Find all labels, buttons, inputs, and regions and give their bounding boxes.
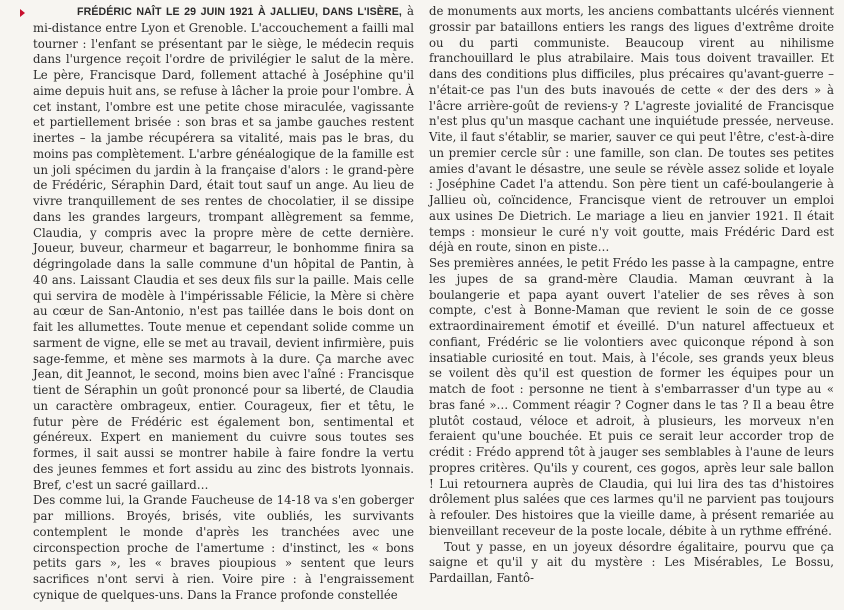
paragraph-5: Tout y passe, en un joyeux désordre égalitaire, pourvu que ça saigne et qu'il y ait du mystère : Les Misérables, Le Bossu, Pardaillan, Fantô-: [429, 539, 834, 585]
paragraph-2: Des comme lui, la Grande Faucheuse de 14-18 va s'en goberger par millions. Broyés, brisés, vite oubliés, les survivants contemplent le monde d'après les tranchées avec une circonspection proche de l'amertume : d'instinct, les « bons petits gars », les « braves pioupious » sentent que leurs sacrifices n'ont servi à rien. Voire pire : à l'engraissement cynique de quelques-uns. Dans la France profonde constellée: [33, 493, 414, 602]
red-triangle-marker-icon: [20, 9, 25, 17]
paragraph-4: Ses premières années, le petit Frédo les passe à la campagne, entre les jupes de sa grand-mère Claudia. Maman œuvrant à la boulangerie et papa ayant ouvert l'atelier de ses rêves à son compte, c'est à Bonne-Maman que revient le soin de ce gosse extraordinairement émotif et éveillé. D'un naturel affectueux et confiant, Frédéric se lie volontiers avec quiconque répond à son insatiable curiosité en tout. Mais, à l'école, ses grands yeux bleus se voilent dès qu'il est question de former les équipes pour un match de foot : personne ne tient à s'embarrasser d'un type au « bras fané »… Comment réagir ? Cogner dans le tas ? Il a beau être plutôt costaud, véloce et adroit, à plusieurs, les morveux n'en feraient qu'une bouchée. Et puis ce serait leur accorder trop de crédit : Frédo apprend tôt à jauger ses semblables à l'aune de leurs propres critères. Qu'ils y courent, ces gogos, après leur sale ballon ! Lui retournera auprès de Claudia, qui lui lira des tas d'histoires drôlement plus salées que ces larmes qu'il ne parvient pas toujours à refouler. Des histoires que la vieille dame, à présent remariée au bienveillant receveur de la poste locale, débite à un rythme effréné.: [429, 256, 834, 538]
paragraph-1: [33, 4, 414, 493]
lede-heading: FRÉDÉRIC NAÎT LE 29 JUIN 1921 À JALLIEU, DANS L'ISÈRE,: [77, 6, 402, 18]
paragraph-1-text: à mi-distance entre Lyon et Grenoble. L'accouchement a failli mal tourner : l'enfant se présentant par le siège, le médecin requis dans l'urgence reçoit l'ordre de privilégier le salut de la mère. Le père, Francisque Dard, follement attaché à Joséphine qu'il aime depuis huit ans, se refuse à lâcher la proie pour l'ombre. À cet instant, l'ombre est une petite chose miraculée, vagissante et partiellement brisée : son bras et sa jambe gauches restent inertes – la jambe récupérera sa vitalité, mais pas le bras, du moins pas complètement. L'arbre généalogique de la famille est un joli spécimen du jardin à la française d'alors : le grand-père de Frédéric, Séraphin Dard, était tout sauf un ange. Au lieu de vivre tranquillement de ses rentes de chocolatier, il se dissipe dans les grandes largeurs, trompant allègrement sa femme, Claudia, y compris avec la propre mère de cette dernière. Joueur, buveur, charmeur et bagarreur, le bonhomme finira sa dégringolade dans la salle commune d'un hôpital de Pantin, à 40 ans. Laissant Claudia et ses deux fils sur la paille. Mais celle qui servira de modèle à l'impérissable Félicie, la Mère si chère au cœur de San-Antonio, n'est pas taillée dans le bois dont on fait les allumettes. Toute menue et cependant solide comme un sarment de vigne, elle se met au travail, devient infirmière, puis sage-femme, et mène ses marmots à la dure. Ça marche avec Jean, dit Jeannot, le second, moins bien avec l'aîné : Francisque tient de Séraphin un goût prononcé pour sa liberté, de Claudia un caractère ombrageux, entier. Courageux, fier et têtu, le futur père de Frédéric est également bon, sentimental et généreux. Expert en maniement du cuivre sous toutes ses formes, il sait aussi se montrer habile à faire fondre la vertu des jeunes femmes et fort assidu au zinc des bistrots lyonnais. Bref, c'est un sacré gaillard…: [33, 4, 414, 492]
left-column: [33, 4, 414, 604]
paragraph-3: de monuments aux morts, les anciens combattants ulcérés viennent grossir par bataillons entiers les rangs des ligues d'extrême droite ou du parti communiste. Beaucoup virent au nihilisme franchouillard le plus atrabilaire. Mais tous doivent travailler. Et dans des conditions plus difficiles, plus précaires qu'avant-guerre – n'était-ce pas l'un des buts inavoués de cette « der des ders » à l'âcre arrière-goût de reviens-y ? L'agreste jovialité de Francisque n'est plus qu'un masque cachant une inquiétude pressée, nerveuse. Vite, il faut s'établir, se marier, sauver ce qui peut l'être, c'est-à-dire un premier cercle sûr : une famille, son clan. De toutes ses petites amies d'avant le désastre, une seule se révèle assez solide et loyale : Joséphine Cadet l'a attendu. Son père tient un café-boulangerie à Jallieu où, coïncidence, Francisque vient de retrouver un emploi aux usines De Dietrich. Le mariage a lieu en janvier 1921. Il était temps : monsieur le curé n'y voit goutte, mais Frédéric Dard est déjà en route, sinon en piste…: [429, 4, 834, 255]
right-column: [429, 4, 834, 587]
